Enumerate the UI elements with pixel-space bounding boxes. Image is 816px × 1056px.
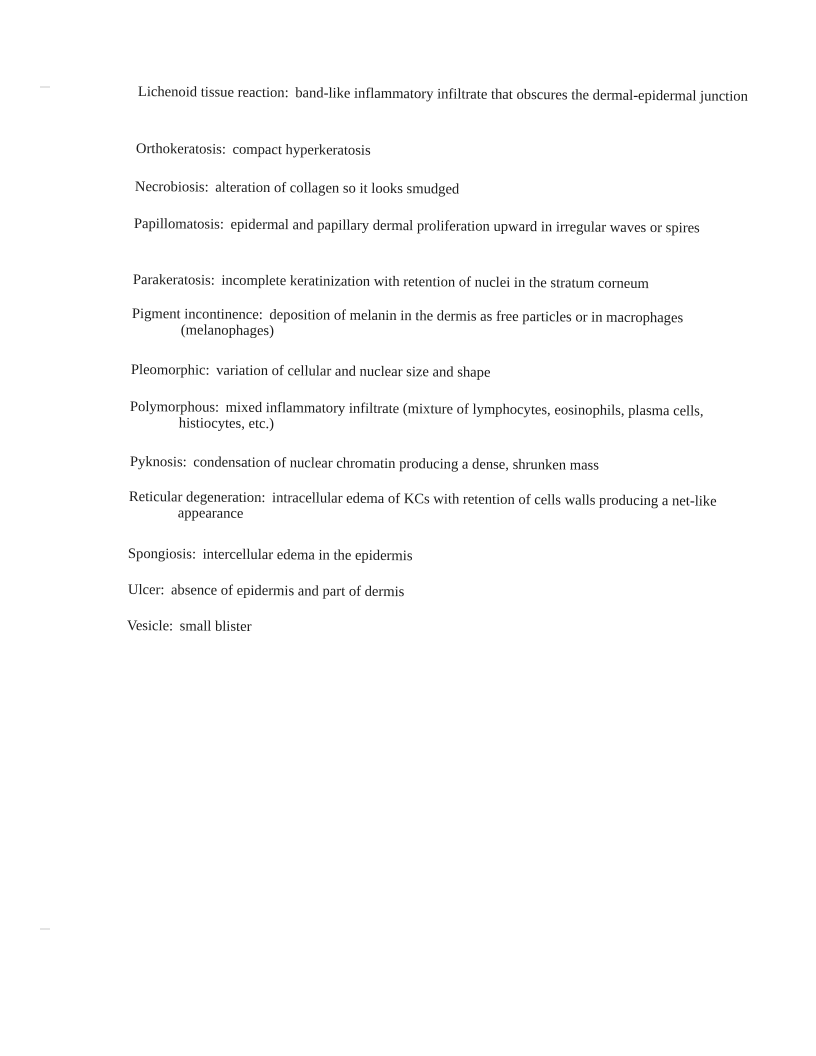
glossary-definition: compact hyperkeratosis (232, 141, 371, 159)
glossary-entry (132, 306, 746, 343)
glossary-entry (128, 582, 742, 603)
glossary-term: Parakeratosis : (133, 272, 215, 289)
glossary-definition: deposition of melanin in the dermis as free particles or in macrophages (melanophages) (180, 307, 684, 340)
glossary-definition: epidermal and papillary dermal proliferation upward in irregular waves or spires (230, 216, 700, 237)
glossary-term: Reticular degeneration : (129, 489, 266, 506)
glossary-entry (138, 84, 752, 105)
glossary-entry (135, 179, 749, 200)
glossary-definition: alteration of collagen so it looks smudged (215, 179, 460, 198)
glossary-entry (128, 546, 742, 567)
glossary-definition: mixed inflammatory infiltrate (mixture of lymphocytes, eosinophils, plasma cells, histiocytes, etc.) (178, 399, 704, 433)
glossary-definition: absence of epidermis and part of dermis (170, 582, 405, 601)
glossary-entry (129, 489, 743, 526)
glossary-definition: intracellular edema of KCs with retention of cells walls producing a net-like appearance (177, 490, 717, 522)
glossary-entry (134, 216, 748, 237)
scan-speck (40, 86, 50, 88)
glossary-definition: small blister (179, 618, 252, 635)
glossary-definition: condensation of nuclear chromatin producing a dense, shrunken mass (193, 454, 600, 474)
glossary-term: Spongiosis : (128, 546, 196, 563)
glossary-entry (133, 272, 747, 293)
glossary-term: Polymorphous : (130, 399, 219, 416)
glossary-definition: variation of cellular and nuclear size and shape (216, 362, 491, 381)
glossary-entry (136, 141, 750, 162)
scan-speck (40, 928, 50, 930)
glossary-term: Vesicle : (127, 618, 173, 634)
glossary-term: Pyknosis : (130, 454, 187, 470)
glossary-term: Pleomorphic : (131, 362, 210, 379)
glossary-entry (130, 454, 744, 475)
glossary-definition: incomplete keratinization with retention of nuclei in the stratum corneum (221, 272, 649, 293)
glossary-entry (130, 399, 744, 436)
glossary-term: Papillomatosis : (134, 216, 224, 233)
glossary-definition: band-like inflammatory infiltrate that obscures the dermal-epidermal junction (295, 85, 748, 105)
glossary-term: Lichenoid tissue reaction : (138, 84, 289, 101)
glossary-term: Pigment incontinence : (132, 306, 263, 323)
glossary-entry (127, 618, 741, 639)
glossary-term: Necrobiosis : (135, 179, 209, 196)
glossary-definition: intercellular edema in the epidermis (202, 546, 413, 565)
glossary-term: Ulcer : (128, 582, 165, 598)
glossary-entry (131, 362, 745, 383)
glossary-term: Orthokeratosis : (136, 141, 226, 158)
